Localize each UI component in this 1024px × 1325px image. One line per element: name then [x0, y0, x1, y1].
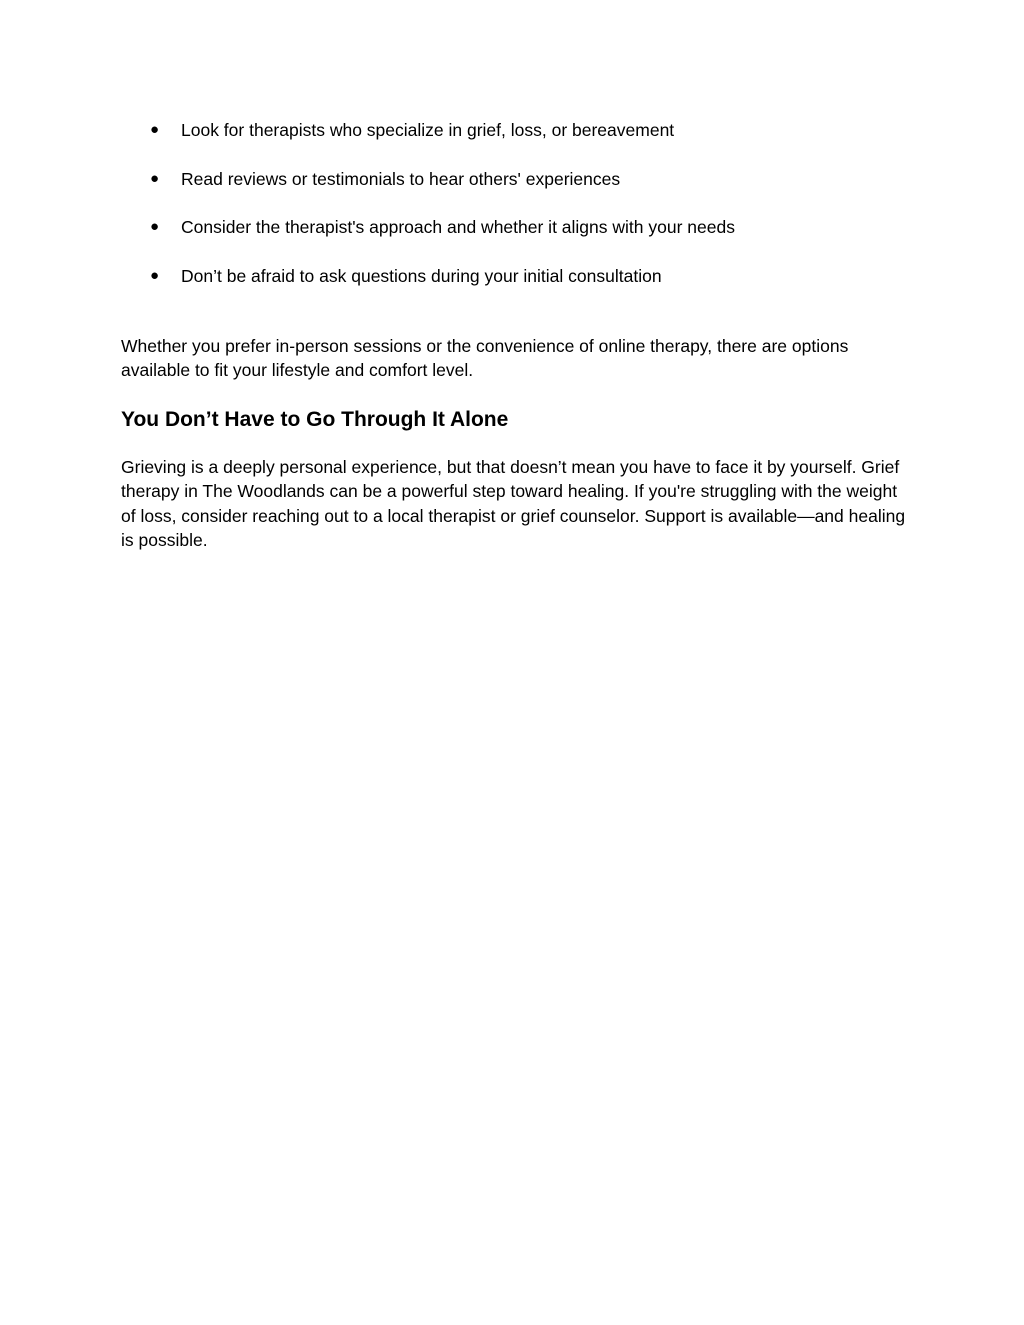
list-item [150, 264, 910, 288]
therapist-tips-list [150, 118, 910, 313]
closing-paragraph: Grieving is a deeply personal experience, but that doesn’t mean you have to face it by yourself. Grief therapy in The Woodlands can be a powerful step toward healing. If you're struggling with the weight of loss, consider reaching out to a local therapist or grief counselor. Support is available—and healing is possible. [121, 457, 906, 550]
list-item-text: Don’t be afraid to ask questions during your initial consultation [181, 266, 662, 287]
bullet-icon: ● [150, 169, 160, 187]
bullet-icon: ● [150, 218, 160, 236]
list-item [150, 215, 910, 239]
options-paragraph: Whether you prefer in-person sessions or the convenience of online therapy, there are options available to fit your lifestyle and comfort level. [121, 336, 849, 381]
section-heading: You Don’t Have to Go Through It Alone [121, 408, 509, 431]
bullet-icon: ● [150, 121, 160, 138]
list-item-text: Look for therapists who specialize in grief, loss, or bereavement [181, 120, 675, 140]
list-item [150, 167, 910, 191]
list-item [150, 118, 910, 142]
bullet-icon: ● [150, 267, 160, 285]
list-item-text: Read reviews or testimonials to hear others' experiences [181, 168, 621, 189]
list-item-text: Consider the therapist's approach and whether it aligns with your needs [181, 217, 735, 238]
